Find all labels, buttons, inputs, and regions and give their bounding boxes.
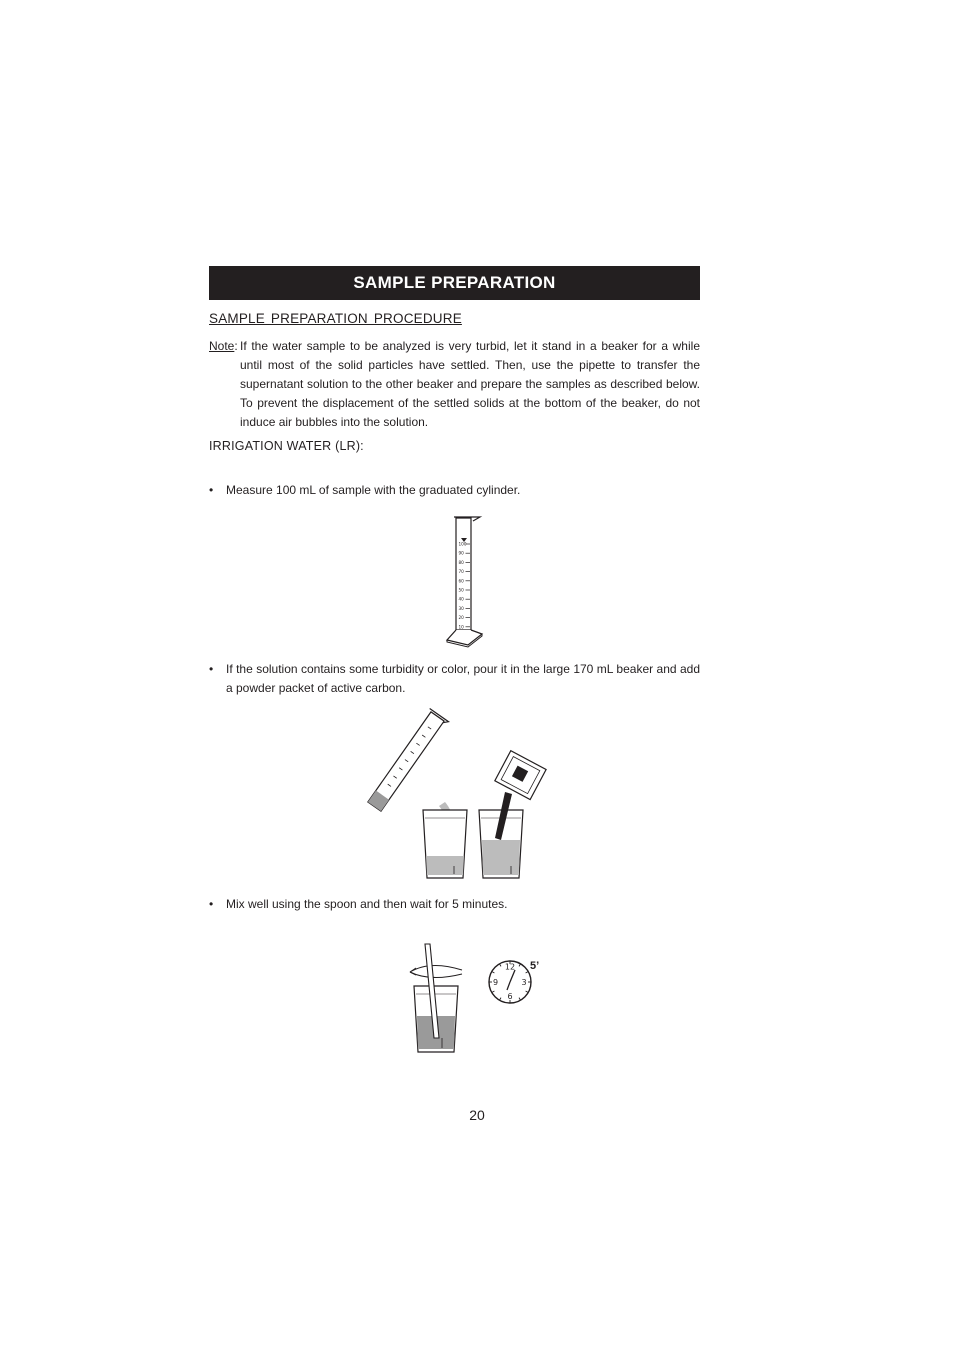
procedure-heading: SAMPLE PREPARATION PROCEDURE [209, 311, 462, 326]
bullet-dot: • [209, 662, 214, 676]
timer-number-12: 12 [504, 962, 516, 972]
step-text: Mix well using the spoon and then wait for 5 minutes. [226, 897, 508, 911]
timer-number-6: 6 [507, 992, 513, 1001]
page-title: SAMPLE PREPARATION [353, 273, 556, 292]
cylinder-mark-label: 30 [458, 605, 464, 611]
cylinder-mark-label: 40 [458, 596, 464, 602]
step-measure [209, 481, 700, 500]
stirring-beaker-illustration [400, 942, 480, 1057]
note-paragraph [209, 337, 700, 432]
bullet-dot: • [209, 483, 214, 497]
timer-duration: 5’ [530, 960, 540, 972]
timer-number-3: 3 [521, 978, 527, 987]
pour-and-carbon-illustration [355, 718, 555, 883]
cylinder-mark-label: 50 [458, 587, 464, 593]
timer-illustration [484, 955, 544, 1007]
note-label: Note [209, 339, 235, 353]
step-carbon [209, 660, 700, 698]
cylinder-mark-label: 10 [458, 624, 464, 630]
page-number: 20 [469, 1107, 485, 1123]
step-text: If the solution contains some turbidity or color, pour it in the large 170 mL beaker and add a powder packet of active carbon. [226, 662, 700, 695]
cylinder-mark-label: 100 [458, 541, 467, 547]
note-separator: : [234, 339, 238, 353]
cylinder-mark-label: 80 [458, 559, 464, 565]
cylinder-mark-label: 60 [458, 578, 464, 584]
cylinder-mark-label: 70 [458, 569, 464, 575]
section-title-bar [209, 266, 700, 300]
graduated-cylinder-illustration [440, 512, 500, 648]
irrigation-heading: IRRIGATION WATER (LR): [209, 439, 364, 453]
timer-number-9: 9 [492, 978, 499, 987]
cylinder-mark-label: 90 [458, 550, 464, 556]
note-text: If the water sample to be analyzed is very turbid, let it stand in a beaker for a while until most of the solid particles have settled. Then, use the pipette to transfer the supernatant solution to the other beaker and prepare the samples as described below. To prevent the displacement of the settled solids at the bottom of the beaker, do not induce air bubbles into the solution. [240, 339, 700, 429]
step-text: Measure 100 mL of sample with the graduated cylinder. [226, 483, 521, 497]
step-mix [209, 895, 700, 914]
cylinder-mark-label: 20 [458, 615, 464, 621]
bullet-dot: • [209, 897, 214, 911]
